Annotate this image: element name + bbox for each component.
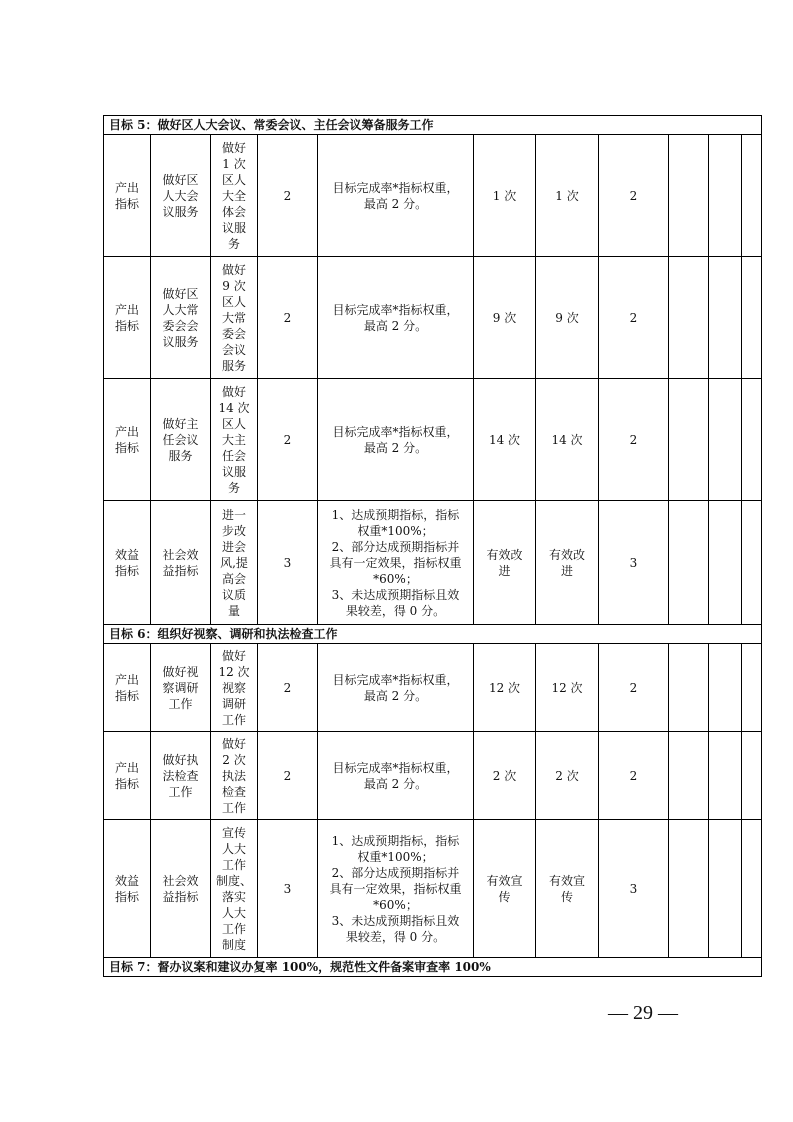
- target-value-line: 工作: [221, 712, 246, 727]
- category-line: 指标: [114, 688, 139, 703]
- category-line: 指标: [114, 889, 139, 904]
- actual-value-cell: [536, 379, 599, 501]
- secondary-indicator-cell: [151, 644, 211, 732]
- actual-value-cell: [536, 135, 599, 257]
- target-value-line: 宣传: [221, 825, 246, 840]
- indicator-row: [104, 501, 762, 625]
- weight-cell: 3: [258, 820, 318, 958]
- target-value-line: 做好: [221, 140, 246, 155]
- target-value-line: 进一: [221, 507, 246, 522]
- blank-cell-a: [669, 732, 709, 820]
- blank-cell-b: [709, 379, 742, 501]
- target-value-cell: [211, 501, 258, 625]
- secondary-indicator-cell: [151, 135, 211, 257]
- scoring-rule-line: 具有一定效果，指标权重: [329, 555, 462, 570]
- target-value-line: 9 次: [222, 278, 246, 293]
- scoring-rule-cell: [318, 135, 474, 257]
- blank-cell-b: [709, 501, 742, 625]
- secondary-indicator-line: 议服务: [162, 334, 199, 349]
- secondary-indicator-cell: [151, 257, 211, 379]
- target-value-line: 制度、: [215, 873, 252, 888]
- scoring-rule-line: 最高 2 分。: [363, 318, 428, 333]
- goal-6-title: 目标 6：组织好视察、调研和执法检查工作: [104, 625, 762, 644]
- scoring-rule-cell: [318, 644, 474, 732]
- target-value-line: 做好: [221, 648, 246, 663]
- target-value-line: 检查: [221, 784, 246, 799]
- scoring-rule-line: 最高 2 分。: [363, 776, 428, 791]
- planned-value-cell: [474, 501, 536, 625]
- target-value-line: 会议: [221, 342, 246, 357]
- indicator-row: [104, 820, 762, 958]
- planned-value-line: 传: [498, 889, 511, 904]
- planned-value-cell: [474, 257, 536, 379]
- page-number: — 29 —: [608, 1002, 678, 1024]
- target-value-line: 风,提: [220, 555, 248, 570]
- goal-header-row: [104, 116, 762, 135]
- secondary-indicator-line: 社会效: [162, 547, 199, 562]
- target-value-line: 区人: [221, 294, 246, 309]
- target-value-line: 区人: [221, 416, 246, 431]
- category-line: 产出: [114, 302, 139, 317]
- target-value-line: 做好: [221, 384, 246, 399]
- score-cell: 2: [599, 379, 669, 501]
- score-cell: 2: [599, 644, 669, 732]
- planned-value-cell: [474, 732, 536, 820]
- target-value-line: 1 次: [222, 156, 246, 171]
- target-value-line: 步改: [221, 523, 246, 538]
- actual-value-cell: [536, 501, 599, 625]
- target-value-line: 议服: [221, 220, 246, 235]
- planned-value-line: 9 次: [492, 310, 517, 325]
- category-cell: [104, 820, 151, 958]
- goal-5-title: 目标 5：做好区人大会议、常委会议、主任会议筹备服务工作: [104, 116, 762, 135]
- target-value-line: 进会: [221, 539, 246, 554]
- target-value-line: 体会: [221, 204, 246, 219]
- blank-cell-c: [742, 379, 762, 501]
- target-value-line: 区人: [221, 172, 246, 187]
- secondary-indicator-line: 益指标: [162, 889, 199, 904]
- planned-value-line: 14 次: [488, 432, 521, 447]
- scoring-rule-line: 果较差，得 0 分。: [345, 603, 446, 618]
- secondary-indicator-line: 服务: [168, 448, 193, 463]
- weight-cell: 2: [258, 644, 318, 732]
- secondary-indicator-line: 做好视: [162, 664, 199, 679]
- target-value-line: 人大: [221, 841, 246, 856]
- score-cell: 2: [599, 732, 669, 820]
- category-cell: [104, 257, 151, 379]
- planned-value-line: 进: [498, 563, 511, 578]
- category-line: 效益: [114, 873, 139, 888]
- secondary-indicator-line: 任会议: [162, 432, 199, 447]
- indicator-row: [104, 135, 762, 257]
- actual-value-line: 有效宣: [548, 873, 585, 888]
- secondary-indicator-line: 工作: [168, 696, 193, 711]
- target-value-line: 做好: [221, 262, 246, 277]
- blank-cell-a: [669, 820, 709, 958]
- blank-cell-a: [669, 644, 709, 732]
- target-value-cell: [211, 732, 258, 820]
- target-value-line: 大常: [221, 310, 246, 325]
- target-value-line: 做好: [221, 736, 246, 751]
- blank-cell-b: [709, 135, 742, 257]
- target-value-line: 14 次: [218, 400, 250, 415]
- secondary-indicator-line: 益指标: [162, 563, 199, 578]
- secondary-indicator-line: 人大会: [162, 188, 199, 203]
- category-line: 指标: [114, 318, 139, 333]
- blank-cell-c: [742, 732, 762, 820]
- scoring-rule-line: *60%；: [373, 571, 418, 586]
- actual-value-line: 进: [560, 563, 573, 578]
- target-value-line: 任会: [221, 448, 246, 463]
- secondary-indicator-cell: [151, 820, 211, 958]
- target-value-line: 务: [227, 236, 240, 251]
- secondary-indicator-line: 人大常: [162, 302, 199, 317]
- secondary-indicator-line: 议服务: [162, 204, 199, 219]
- indicator-row: [104, 732, 762, 820]
- category-cell: [104, 379, 151, 501]
- secondary-indicator-cell: [151, 501, 211, 625]
- indicator-row: [104, 257, 762, 379]
- blank-cell-b: [709, 257, 742, 379]
- secondary-indicator-line: 做好区: [162, 172, 199, 187]
- blank-cell-a: [669, 257, 709, 379]
- secondary-indicator-line: 做好执: [162, 752, 199, 767]
- category-cell: [104, 501, 151, 625]
- target-value-line: 工作: [221, 921, 246, 936]
- target-value-line: 调研: [221, 696, 246, 711]
- indicator-row: [104, 644, 762, 732]
- actual-value-cell: [536, 644, 599, 732]
- performance-table: [103, 115, 762, 977]
- secondary-indicator-cell: [151, 379, 211, 501]
- category-cell: [104, 135, 151, 257]
- scoring-rule-line: 2、部分达成预期指标并: [331, 865, 460, 880]
- actual-value-line: 传: [560, 889, 573, 904]
- actual-value-line: 9 次: [555, 310, 579, 325]
- blank-cell-a: [669, 379, 709, 501]
- planned-value-cell: [474, 644, 536, 732]
- target-value-cell: [211, 257, 258, 379]
- scoring-rule-line: 1、达成预期指标，指标: [331, 507, 460, 522]
- scoring-rule-cell: [318, 820, 474, 958]
- target-value-line: 制度: [221, 937, 246, 952]
- target-value-cell: [211, 379, 258, 501]
- actual-value-cell: [536, 257, 599, 379]
- actual-value-cell: [536, 820, 599, 958]
- planned-value-line: 有效改: [486, 547, 523, 562]
- target-value-line: 议质: [221, 587, 246, 602]
- secondary-indicator-line: 委会会: [162, 318, 199, 333]
- scoring-rule-line: 最高 2 分。: [363, 688, 428, 703]
- weight-cell: 3: [258, 501, 318, 625]
- score-cell: 2: [599, 135, 669, 257]
- target-value-line: 人大: [221, 905, 246, 920]
- category-line: 指标: [114, 563, 139, 578]
- secondary-indicator-cell: [151, 732, 211, 820]
- blank-cell-c: [742, 135, 762, 257]
- target-value-line: 大全: [221, 188, 246, 203]
- blank-cell-b: [709, 820, 742, 958]
- category-line: 产出: [114, 760, 139, 775]
- scoring-rule-cell: [318, 379, 474, 501]
- category-line: 指标: [114, 196, 139, 211]
- blank-cell-c: [742, 644, 762, 732]
- scoring-rule-line: 最高 2 分。: [363, 196, 428, 211]
- weight-cell: 2: [258, 379, 318, 501]
- category-line: 产出: [114, 424, 139, 439]
- blank-cell-a: [669, 135, 709, 257]
- scoring-rule-line: 果较差，得 0 分。: [345, 929, 446, 944]
- scoring-rule-line: *60%；: [373, 897, 418, 912]
- planned-value-line: 2 次: [492, 768, 517, 783]
- category-cell: [104, 732, 151, 820]
- category-line: 指标: [114, 440, 139, 455]
- scoring-rule-line: 目标完成率*指标权重，: [332, 424, 459, 439]
- actual-value-line: 1 次: [555, 188, 579, 203]
- planned-value-line: 12 次: [488, 680, 521, 695]
- target-value-line: 务: [227, 480, 240, 495]
- target-value-line: 大主: [221, 432, 246, 447]
- target-value-line: 量: [227, 603, 240, 618]
- category-line: 指标: [114, 776, 139, 791]
- target-value-line: 视察: [221, 680, 246, 695]
- scoring-rule-line: 目标完成率*指标权重，: [332, 672, 459, 687]
- actual-value-line: 14 次: [551, 432, 583, 447]
- target-value-cell: [211, 135, 258, 257]
- actual-value-line: 有效改: [548, 547, 585, 562]
- secondary-indicator-line: 社会效: [162, 873, 199, 888]
- target-value-line: 执法: [221, 768, 246, 783]
- scoring-rule-line: 3、未达成预期指标且效: [331, 587, 460, 602]
- secondary-indicator-line: 工作: [168, 784, 193, 799]
- score-cell: 3: [599, 820, 669, 958]
- scoring-rule-line: 目标完成率*指标权重，: [332, 180, 459, 195]
- scoring-rule-line: 最高 2 分。: [363, 440, 428, 455]
- planned-value-cell: [474, 820, 536, 958]
- scoring-rule-cell: [318, 732, 474, 820]
- target-value-line: 委会: [221, 326, 246, 341]
- planned-value-line: 1 次: [492, 188, 517, 203]
- actual-value-line: 2 次: [555, 768, 579, 783]
- goal-7-title: 目标 7：督办议案和建议办复率 100%，规范性文件备案审查率 100%: [104, 958, 762, 977]
- indicator-row: [104, 379, 762, 501]
- scoring-rule-line: 权重*100%；: [357, 849, 434, 864]
- target-value-line: 工作: [221, 857, 246, 872]
- weight-cell: 2: [258, 732, 318, 820]
- scoring-rule-line: 权重*100%；: [357, 523, 434, 538]
- actual-value-cell: [536, 732, 599, 820]
- score-cell: 2: [599, 257, 669, 379]
- scoring-rule-line: 1、达成预期指标，指标: [331, 833, 460, 848]
- target-value-line: 高会: [221, 571, 246, 586]
- weight-cell: 2: [258, 257, 318, 379]
- target-value-cell: [211, 644, 258, 732]
- blank-cell-c: [742, 257, 762, 379]
- target-value-line: 落实: [221, 889, 246, 904]
- blank-cell-c: [742, 820, 762, 958]
- planned-value-cell: [474, 135, 536, 257]
- target-value-cell: [211, 820, 258, 958]
- target-value-line: 2 次: [222, 752, 246, 767]
- scoring-rule-line: 3、未达成预期指标且效: [331, 913, 460, 928]
- category-line: 产出: [114, 180, 139, 195]
- goal-header-row: [104, 958, 762, 977]
- scoring-rule-line: 2、部分达成预期指标并: [331, 539, 460, 554]
- target-value-line: 12 次: [218, 664, 250, 679]
- blank-cell-b: [709, 644, 742, 732]
- score-cell: 3: [599, 501, 669, 625]
- target-value-line: 服务: [221, 358, 246, 373]
- scoring-rule-line: 目标完成率*指标权重，: [332, 302, 459, 317]
- weight-cell: 2: [258, 135, 318, 257]
- category-line: 产出: [114, 672, 139, 687]
- secondary-indicator-line: 做好区: [162, 286, 199, 301]
- planned-value-cell: [474, 379, 536, 501]
- category-line: 效益: [114, 547, 139, 562]
- planned-value-line: 有效宣: [486, 873, 523, 888]
- scoring-rule-cell: [318, 257, 474, 379]
- category-cell: [104, 644, 151, 732]
- scoring-rule-line: 具有一定效果，指标权重: [329, 881, 462, 896]
- blank-cell-c: [742, 501, 762, 625]
- actual-value-line: 12 次: [551, 680, 583, 695]
- target-value-line: 工作: [221, 800, 246, 815]
- secondary-indicator-line: 做好主: [162, 416, 199, 431]
- scoring-rule-cell: [318, 501, 474, 625]
- goal-header-row: [104, 625, 762, 644]
- secondary-indicator-line: 察调研: [162, 680, 199, 695]
- secondary-indicator-line: 法检查: [162, 768, 199, 783]
- blank-cell-b: [709, 732, 742, 820]
- target-value-line: 议服: [221, 464, 246, 479]
- blank-cell-a: [669, 501, 709, 625]
- scoring-rule-line: 目标完成率*指标权重，: [332, 760, 459, 775]
